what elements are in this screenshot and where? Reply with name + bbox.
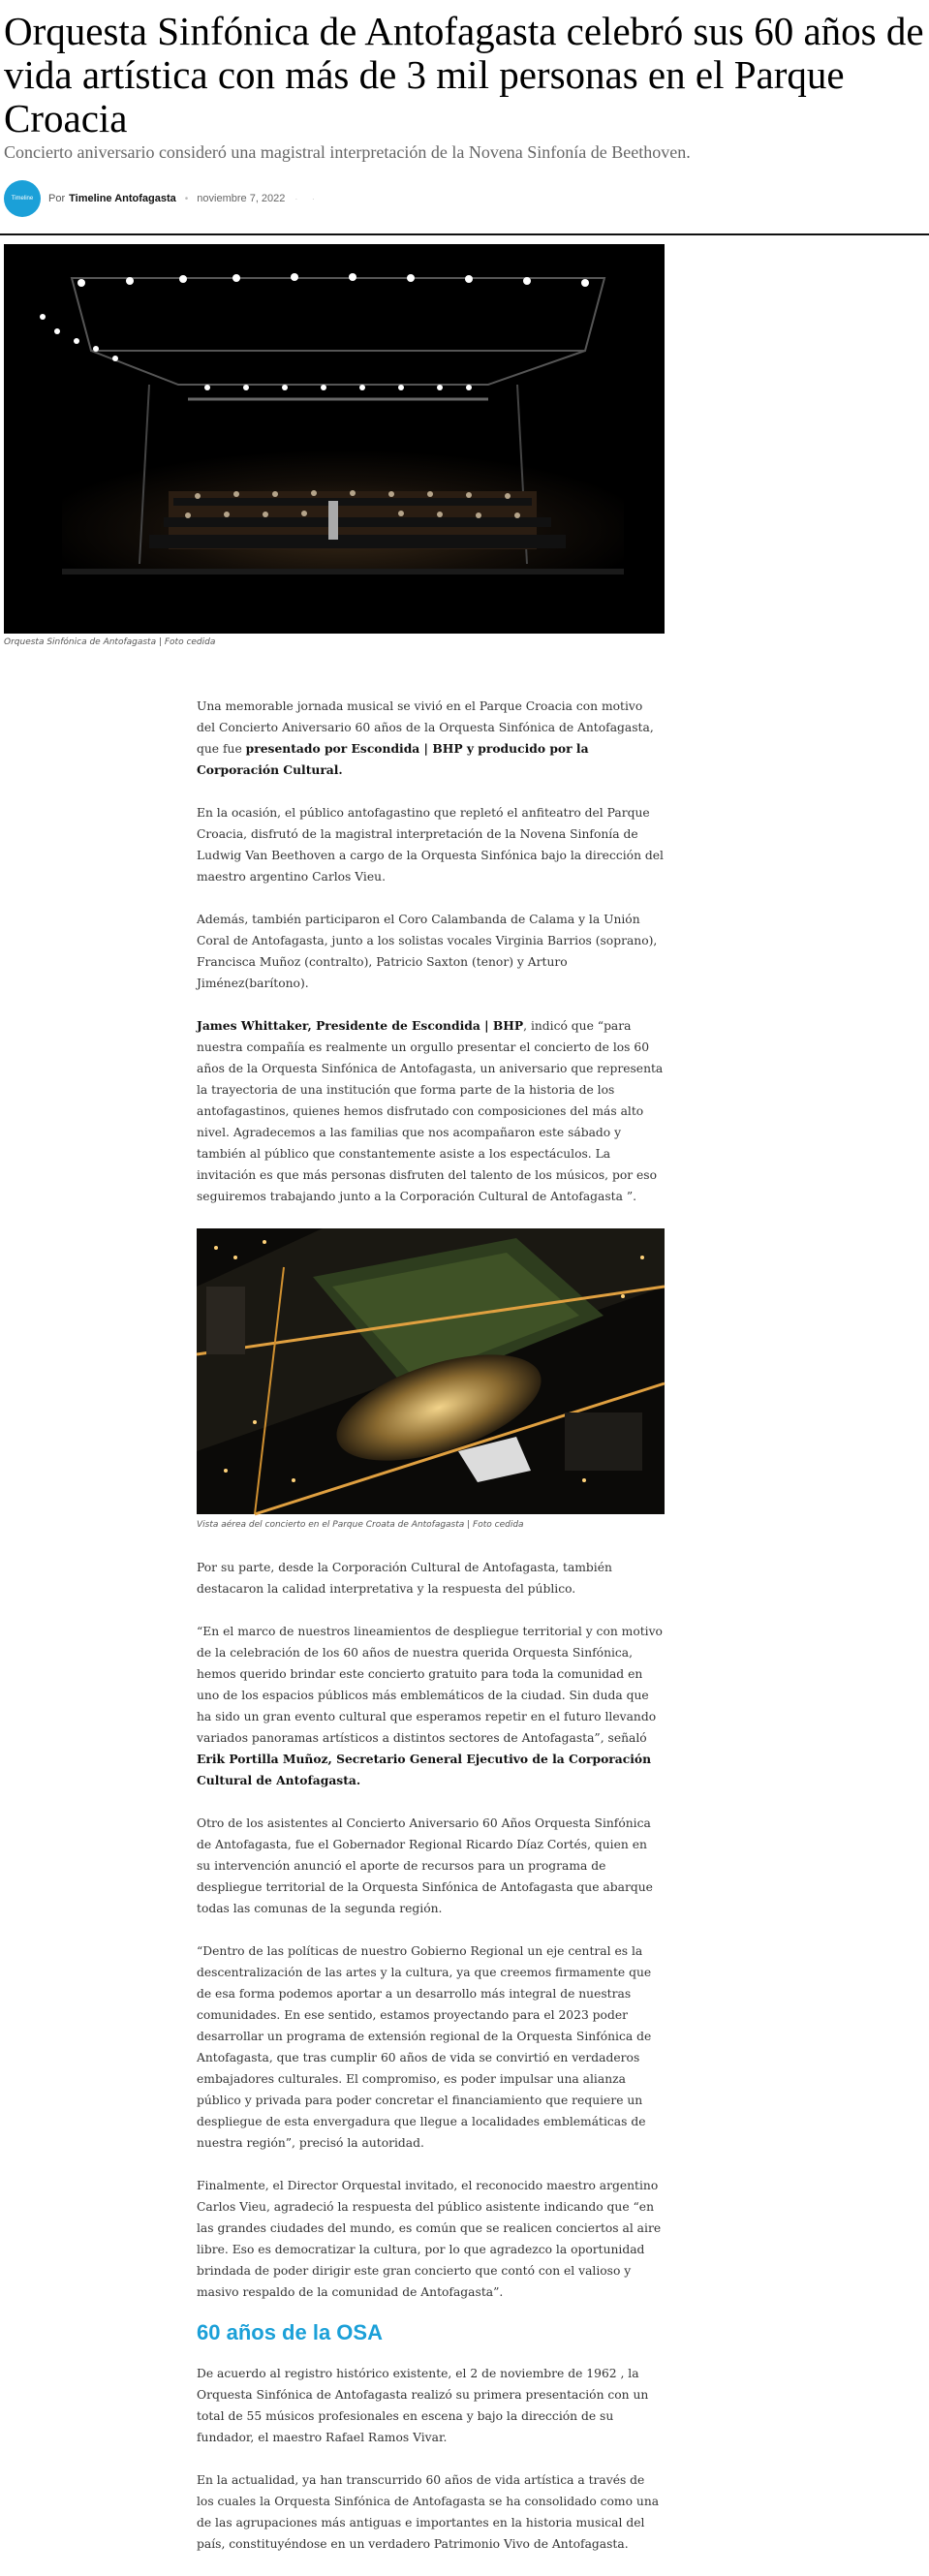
paragraph: Otro de los asistentes al Concierto Aniversario 60 Años Orquesta Sinfónica de Antofagasta, fue el Gobernador Regional Ricardo Díaz Cortés, quien en su intervención anunció el aporte de recursos para un programa de despliegue territorial de la Orquesta Sinfónica de Antofagasta que abarque todas las comunas de la segunda región. bbox=[197, 1816, 653, 1915]
paragraph: En la actualidad, ya han transcurrido 60 años de vida artística a través de los cuales la Orquesta Sinfónica de Antofagasta se ha consolidado como una de las agrupaciones más antiguas e importantes en la historia musical del país, constituyéndose en un verdadero Patrimonio Vivo de Antofagasta. bbox=[197, 2473, 660, 2551]
bold-text: presentado por Escondida | BHP y producido por la Corporación Cultural. bbox=[197, 741, 589, 777]
section-heading: 60 años de la OSA bbox=[197, 2320, 383, 2344]
paragraph: Finalmente, el Director Orquestal invitado, el reconocido maestro argentino Carlos Vieu, agradeció la respuesta del público asistente indicando que “en las grandes ciudades del mundo, es común que se realicen conciertos al aire libre. Eso es democratizar la cultura, por lo que agradezco la oportunidad brindada de poder dirigir este gran concierto que contó con el valioso y masivo respaldo de la comunidad de Antofagasta”. bbox=[197, 2179, 662, 2299]
share-icons[interactable]: · · bbox=[294, 194, 321, 203]
article-subtitle: Concierto aniversario consideró una magistral interpretación de la Novena Sinfonía de Beethoven. bbox=[4, 142, 691, 162]
paragraph bbox=[197, 1015, 665, 1207]
paragraph: “Dentro de las políticas de nuestro Gobierno Regional un eje central es la descentralización de las artes y la cultura, ya que creemos firmamente que de esa forma podemos aportar a un desarrollo más integral de nuestras comunidades. En ese sentido, estamos proyectando para el 2023 poder desarrollar un programa de extensión regional de la Orquesta Sinfónica de Antofagasta, que tras cumplir 60 años de vida se convirtió en verdaderos embajadores culturales. El compromiso, es poder impulsar una alianza público y privada para poder concretar el financiamiento que requiere un despliegue de esta envergadura que llegue a localidades emblemáticas de nuestra región”, precisó la autoridad. bbox=[197, 1944, 652, 2150]
byline bbox=[4, 179, 321, 218]
author-link[interactable]: Timeline Antofagasta bbox=[69, 193, 176, 204]
aerial-park-photo-icon bbox=[197, 1228, 665, 1514]
text: “En el marco de nuestros lineamientos de despliegue territorial y con motivo de la celebración de los 60 años de nuestra querida Orquesta Sinfónica, hemos querido brindar este concierto gratuito para toda la comunidad en uno de los espacios públicos más emblemáticos de la ciudad. Sin duda que ha sido un gran evento cultural que esperamos repetir en el futuro llevando variados panoramas artísticos a distintos sectores de Antofagasta”, señaló bbox=[197, 1625, 663, 1745]
hero-image bbox=[4, 244, 665, 634]
article-title: Orquesta Sinfónica de Antofagasta celebró sus 60 años de vida artística con más de 3 mil personas en el Parque Croacia bbox=[4, 9, 924, 140]
article-body bbox=[197, 696, 665, 2576]
paragraph: Además, también participaron el Coro Calambanda de Calama y la Unión Coral de Antofagasta, junto a los solistas vocales Virginia Barrios (soprano), Francisca Muñoz (contralto), Patricio Saxton (tenor) y Arturo Jiménez(barítono). bbox=[197, 913, 658, 990]
paragraph: Por su parte, desde la Corporación Cultural de Antofagasta, también destacaron la calidad interpretativa y la respuesta del público. bbox=[197, 1561, 612, 1596]
paragraph bbox=[197, 1621, 665, 1791]
bold-text: James Whittaker, Presidente de Escondida | BHP bbox=[197, 1018, 524, 1033]
aerial-image bbox=[197, 1228, 665, 1514]
text: Una memorable jornada musical se vivió en el Parque Croacia con motivo del Concierto Aniversario 60 años de la Orquesta Sinfónica de Antofagasta, que fue bbox=[197, 699, 654, 756]
header-divider bbox=[0, 233, 929, 235]
paragraph: De acuerdo al registro histórico existente, el 2 de noviembre de 1962 , la Orquesta Sinfónica de Antofagasta realizó su primera presentación con un total de 55 músicos profesionales en escena y bajo la dirección de su fundador, el maestro Rafael Ramos Vivar. bbox=[197, 2367, 649, 2444]
bold-text: Erik Portilla Muñoz, Secretario General Ejecutivo de la Corporación Cultural de Antofagasta. bbox=[197, 1752, 652, 1787]
paragraph bbox=[197, 696, 665, 781]
byline-separator: • bbox=[184, 193, 189, 204]
publish-date: noviembre 7, 2022 bbox=[197, 193, 286, 204]
paragraph: En la ocasión, el público antofagastino que repletó el anfiteatro del Parque Croacia, disfrutó de la magistral interpretación de la Novena Sinfonía de Ludwig Van Beethoven a cargo de la Orquesta Sinfónica bajo la dirección del maestro argentino Carlos Vieu. bbox=[197, 806, 664, 884]
text: , indicó que “para nuestra compañía es realmente un orgullo presentar el concierto de los 60 años de la Orquesta Sinfónica de Antofagasta, un aniversario que representa la trayectoria de una institución que forma parte de la historia de los antofagastinos, quienes hemos disfrutado con composiciones del más alto nivel. Agradecemos a las familias que nos acompañaron este sábado y también al público que constantemente asiste a los espectáculos. La invitación es que más personas disfruten del talento de los músicos, por eso seguiremos trabajando junto a la Corporación Cultural de Antofagasta ”. bbox=[197, 1019, 664, 1203]
avatar-text: Timeline bbox=[11, 196, 34, 202]
author-avatar[interactable] bbox=[4, 180, 41, 217]
hero-caption: Orquesta Sinfónica de Antofagasta | Foto cedida bbox=[4, 637, 216, 647]
byline-prefix: Por bbox=[48, 193, 66, 204]
aerial-caption: Vista aérea del concierto en el Parque Croata de Antofagasta | Foto cedida bbox=[197, 1520, 524, 1530]
concert-stage-photo-icon bbox=[4, 244, 665, 634]
